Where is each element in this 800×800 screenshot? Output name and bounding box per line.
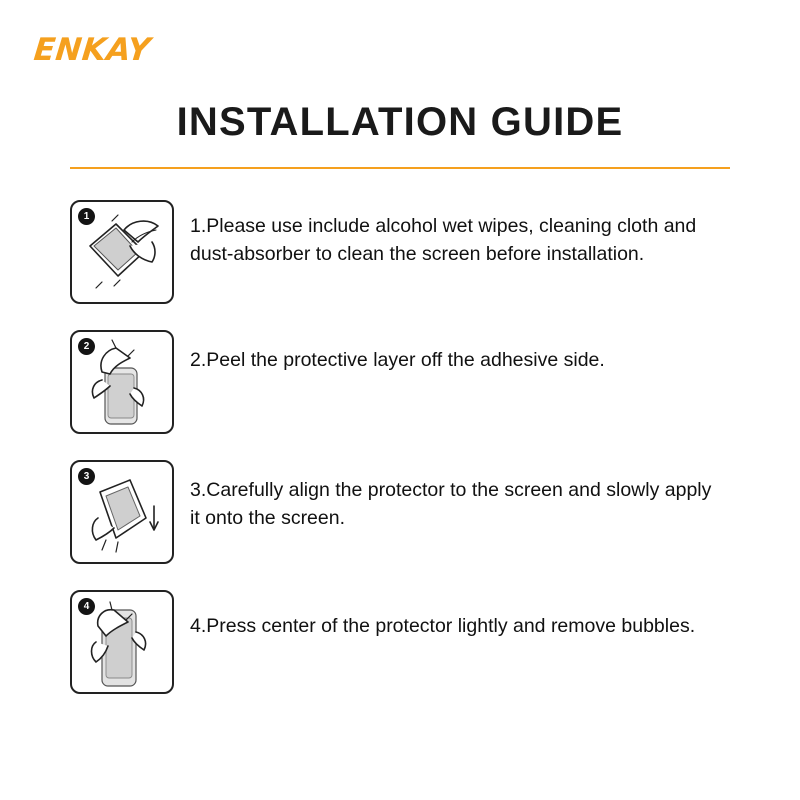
step-1-illustration [70,200,174,304]
step-text: 3.Carefully align the protector to the screen and slowly apply it onto the screen. [190,479,712,530]
step-3-illustration [70,460,174,564]
step-text: 2.Peel the protective layer off the adhesive side. [190,349,605,371]
page-title: INSTALLATION GUIDE [176,100,624,144]
step-4-illustration [70,590,174,694]
title-divider [70,167,730,169]
step-text: 4.Press center of the protector lightly and remove bubbles. [190,615,696,637]
step-badge: 3 [78,468,95,485]
step-text: 1.Please use include alcohol wet wipes, cleaning cloth and dust-absorber to clean the screen before installation. [190,215,697,266]
list-item [70,200,730,304]
steps-list [70,200,730,718]
title-block [70,100,730,169]
list-item [70,460,730,564]
step-badge: 1 [78,208,95,225]
step-badge: 2 [78,338,95,355]
list-item [70,590,730,694]
step-badge: 4 [78,598,95,615]
step-2-illustration [70,330,174,434]
brand-logo: ENKAY [32,32,153,68]
list-item [70,330,730,434]
